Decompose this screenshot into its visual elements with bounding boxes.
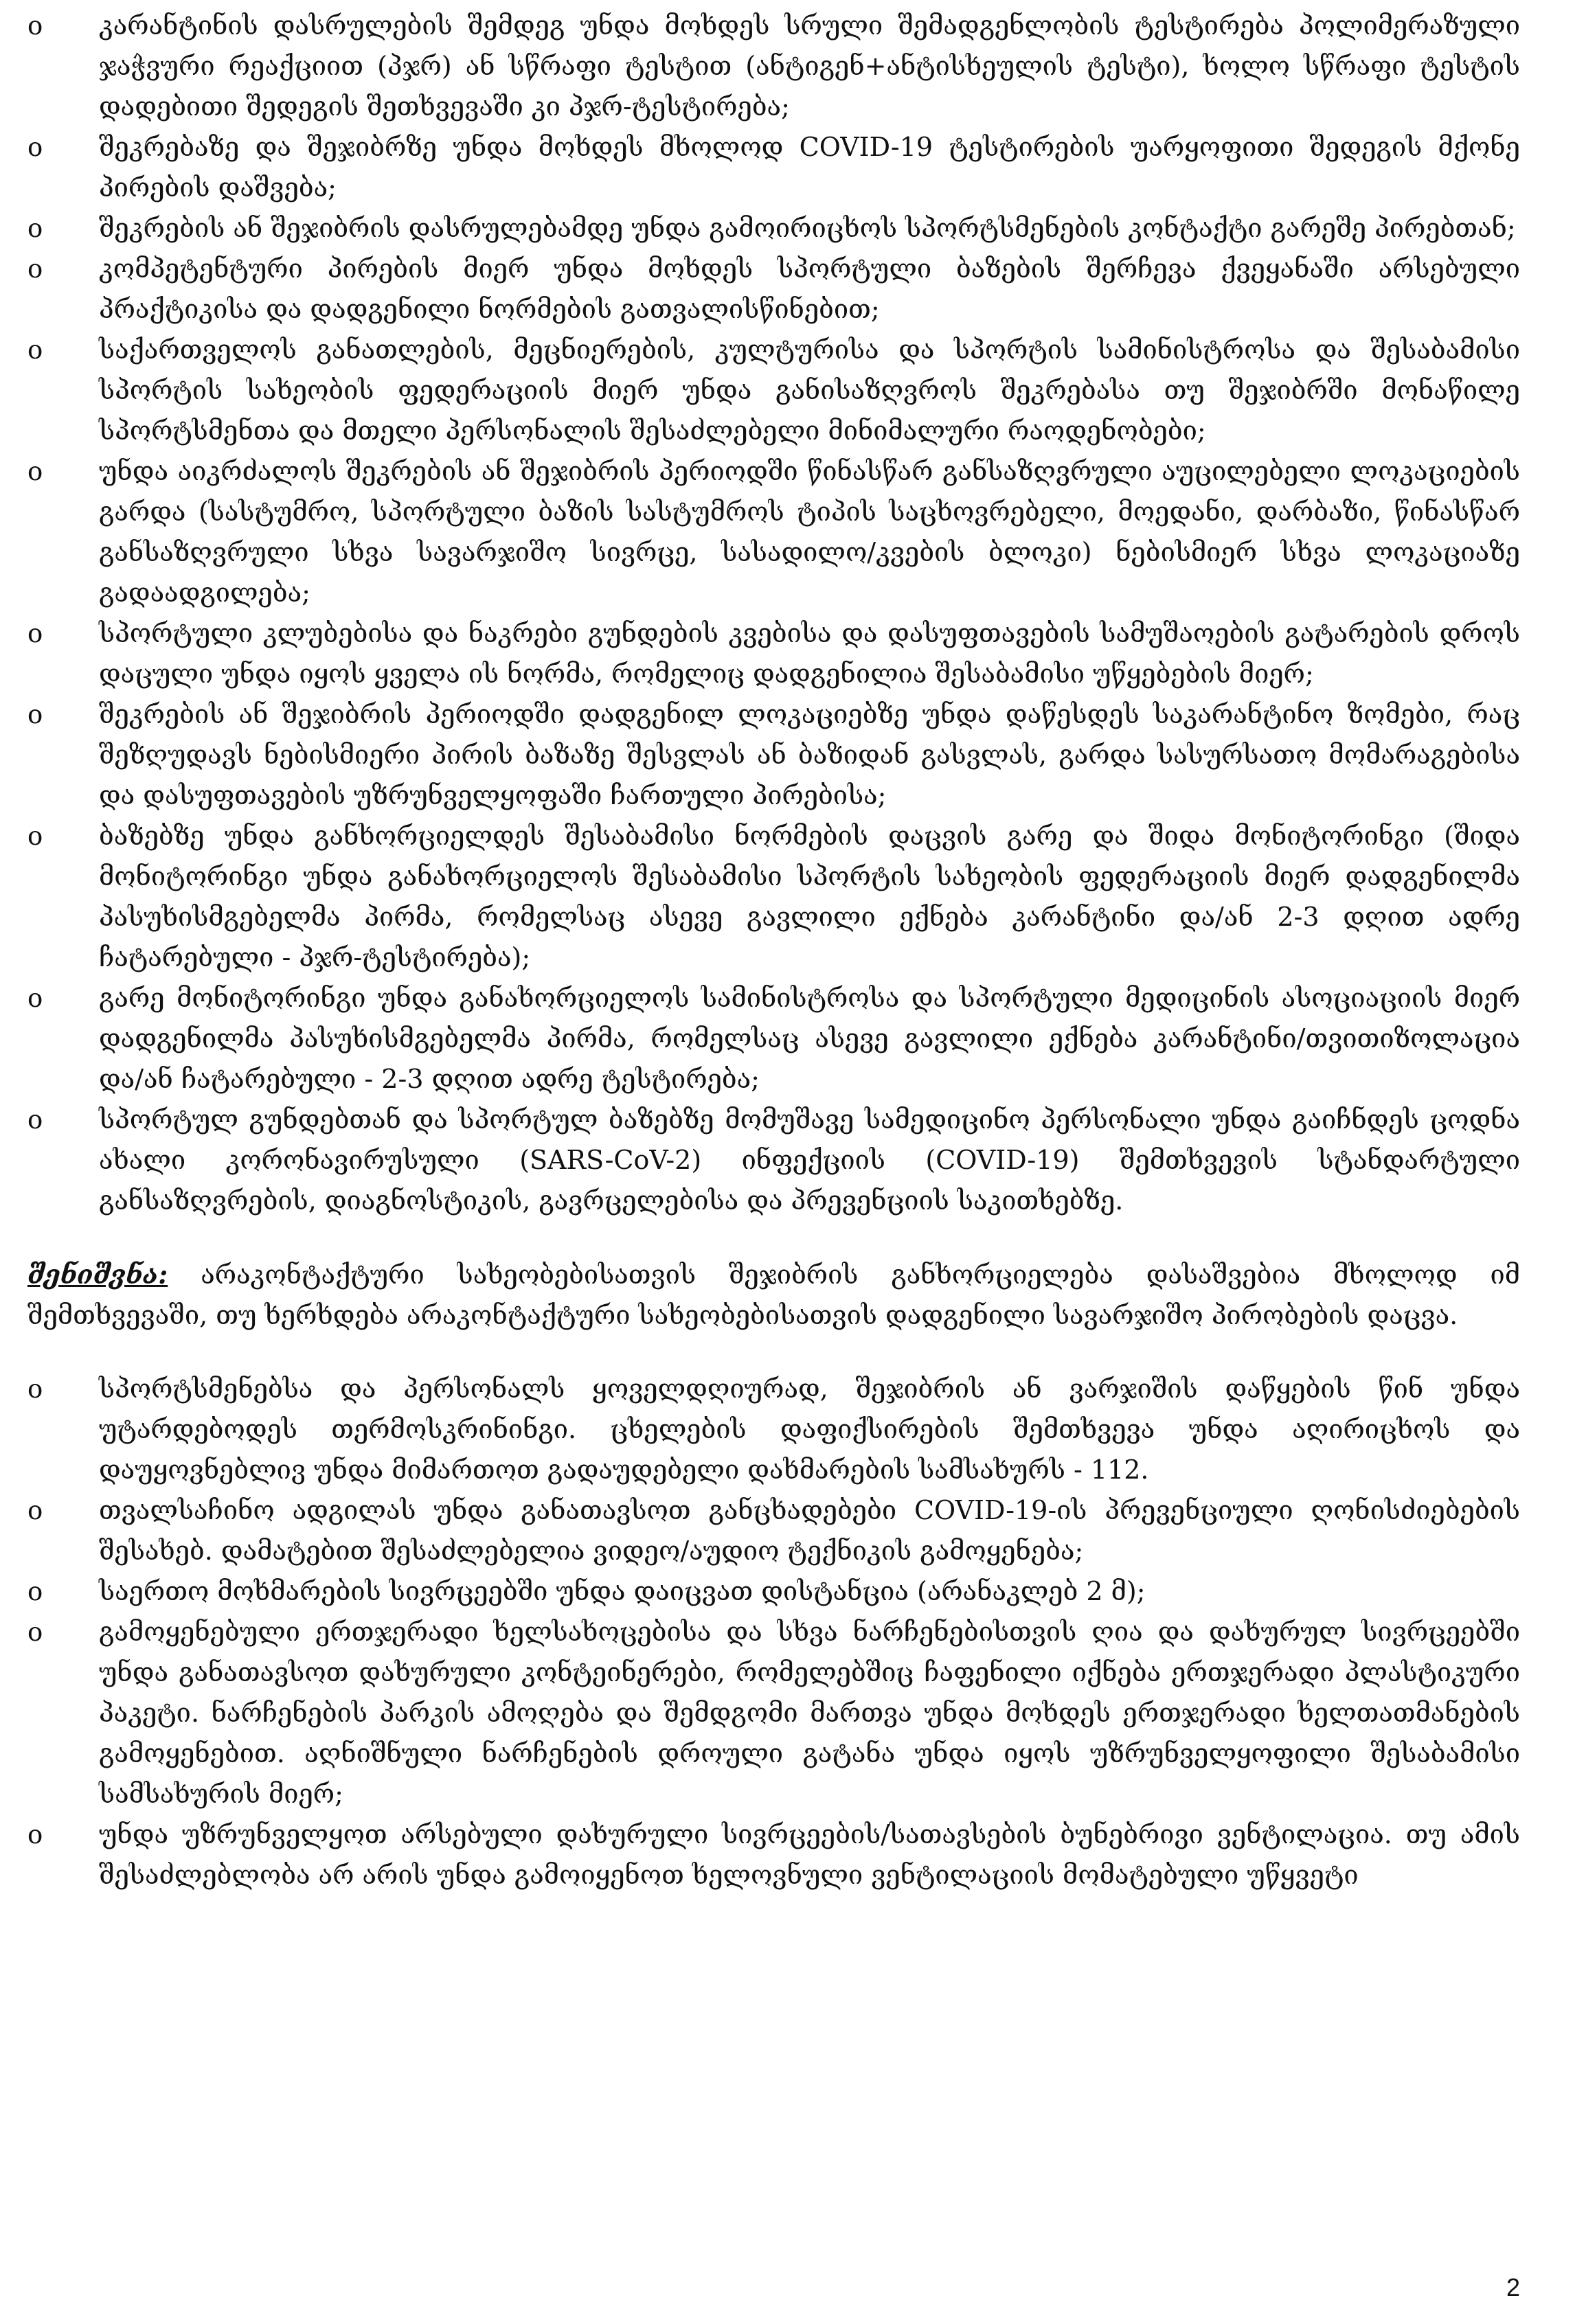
list-item-text: ბაზებზე უნდა განხორციელდეს შესაბამისი ნორმების დაცვის გარე და შიდა მონიტორინგი (შიდა მონიტორინგი უნდა განახორციელოს შესაბამისი სპორტის სახეობის ფედერაციის მიერ დადგენილმა პასუხისმგებელმა პირმა, რომელსაც ასევე გავლილი ექნება კარანტინი და/ან 2-3 დღით ადრე ჩატარებული - პჯრ-ტესტირება);	[99, 821, 1520, 972]
list-item	[27, 208, 1520, 249]
bullet-icon: o	[27, 1374, 43, 1404]
bullet-icon: o	[27, 457, 43, 486]
list-item	[27, 1612, 1520, 1814]
bullet-icon: o	[27, 983, 43, 1013]
list-item-text: შეკრების ან შეჯიბრის პერიოდში დადგენილ ლოკაციებზე უნდა დაწესდეს საკარანტინო ზომები, რაც შეზღუდავს ნებისმიერი პირის ბაზაზე შესვლას ან ბაზიდან გასვლას, გარდა სასურსათო მომარაგებისა და დასუფთავების უზრუნველყოფაში ჩართული პირებისა;	[99, 699, 1520, 810]
bullet-icon: o	[27, 254, 43, 284]
bullet-icon: o	[27, 335, 43, 365]
bullet-icon: o	[27, 11, 43, 41]
list-item	[27, 694, 1520, 816]
bullet-icon: o	[27, 214, 43, 243]
bullet-icon: o	[27, 1496, 43, 1525]
bullet-icon: o	[27, 1820, 43, 1849]
list-item-text: უნდა აიკრძალოს შეკრების ან შეჯიბრის პერიოდში წინასწარ განსაზღვრული აუცილებელი ლოკაციების გარდა (სასტუმრო, სპორტული ბაზის სასტუმროს ტიპის საცხოვრებელი, მოედანი, დარბაზი, წინასწარ განსაზღვრული სხვა სავარჯიშო სივრცე, სასადილო/კვების ბლოკი) ნებისმიერ სხვა ლოკაციაზე გადაადგილება;	[99, 456, 1520, 608]
list-item	[27, 978, 1520, 1100]
list-item-text: საქართველოს განათლების, მეცნიერების, კულტურისა და სპორტის სამინისტროსა და შესაბამისი სპორტის სახეობის ფედერაციის მიერ უნდა განისაზღვროს შეკრებასა თუ შეჯიბრში მონაწილე სპორტსმენთა და მთელი პერსონალის შესაძლებელი მინიმალური რაოდენობები;	[99, 334, 1520, 446]
list-item	[27, 249, 1520, 330]
list-item-text: შეკრების ან შეჯიბრის დასრულებამდე უნდა გამოირიცხოს სპორტსმენების კონტაქტი გარეშე პირებთან;	[99, 213, 1516, 243]
bullet-icon: o	[27, 1617, 43, 1647]
list-item-text: გამოყენებული ერთჯერადი ხელსახოცებისა და სხვა ნარჩენებისთვის ღია და დახურულ სივრცეებში უნდა განათავსოთ დახურული კონტეინერები, რომელებშიც ჩაფენილი იქნება ერთჯერადი პლასტიკური პაკეტი. ნარჩენების პარკის ამოღება და შემდგომი მართვა უნდა მოხდეს ერთჯერადი ხელთათმანების გამოყენებით. აღნიშნული ნარჩენების დროული გატანა უნდა იყოს უზრუნველყოფილი შესაბამისი სამსახურის მიერ;	[99, 1617, 1520, 1809]
list-item	[27, 1100, 1520, 1221]
list-item-text: საერთო მოხმარების სივრცეებში უნდა დაიცვათ დისტანცია (არანაკლებ 2 მ);	[99, 1576, 1146, 1606]
list-item-text: თვალსაჩინო ადგილას უნდა განათავსოთ განცხადებები COVID-19-ის პრევენციული ღონისძიებების შესახებ. დამატებით შესაძლებელია ვიდეო/აუდიო ტექნიკის გამოყენება;	[99, 1495, 1520, 1566]
list-item	[27, 613, 1520, 694]
note-paragraph	[27, 1254, 1520, 1336]
list-item	[27, 1369, 1520, 1490]
list-item	[27, 816, 1520, 978]
bullet-icon: o	[27, 700, 43, 729]
bullet-icon: o	[27, 619, 43, 648]
list-item-text: სპორტსმენებსა და პერსონალს ყოველდღიურად, შეჯიბრის ან ვარჯიშის დაწყების წინ უნდა უტარდებოდეს თერმოსკრინინგი. ცხელების დაფიქსირების შემთხვევა უნდა აღირიცხოს და დაუყოვნებლივ უნდა მიმართოთ გადაუდებელი დახმარების სამსახურს - 112.	[99, 1374, 1520, 1485]
bullet-icon: o	[27, 1105, 43, 1135]
list-item	[27, 451, 1520, 613]
list-item	[27, 1814, 1520, 1895]
list-item	[27, 127, 1520, 208]
list-item-text: სპორტული კლუბებისა და ნაკრები გუნდების კვებისა და დასუფთავების სამუშაოების გატარების დროს დაცული უნდა იყოს ყველა ის ნორმა, რომელიც დადგენილია შესაბამისი უწყებების მიერ;	[99, 618, 1520, 689]
bullet-list-bottom	[27, 1369, 1520, 1895]
note-text: არაკონტაქტური სახეობებისათვის შეჯიბრის განხორციელება დასაშვებია მხოლოდ იმ შემთხვევაში, თუ ხერხდება არაკონტაქტური სახეობებისათვის დადგენილი სავარჯიშო პირობების დაცვა.	[27, 1260, 1520, 1330]
list-item	[27, 1490, 1520, 1571]
page-number: 2	[1506, 2273, 1520, 2301]
list-item-text: სპორტულ გუნდებთან და სპორტულ ბაზებზე მომუშავე სამედიცინო პერსონალი უნდა გაიჩნდეს ცოდნა ახალი კორონავირუსული (SARS-CoV-2) ინფექციის (COVID-19) შემთხვევის სტანდარტული განსაზღვრების, დიაგნოსტიკის, გავრცელებისა და პრევენციის საკითხებზე.	[99, 1104, 1520, 1216]
list-item	[27, 1571, 1520, 1612]
list-item-text: კარანტინის დასრულების შემდეგ უნდა მოხდეს სრული შემადგენლობის ტესტირება პოლიმერაზული ჯაჭვური რეაქციით (პჯრ) ან სწრაფი ტესტით (ანტიგენ+ანტისხეულის ტესტი), ხოლო სწრაფი ტესტის დადებითი შედეგის შეთხვევაში კი პჯრ-ტესტირება;	[99, 10, 1520, 122]
bullet-list-top	[27, 5, 1520, 1221]
list-item	[27, 5, 1520, 127]
list-item-text: კომპეტენტური პირების მიერ უნდა მოხდეს სპორტული ბაზების შერჩევა ქვეყანაში არსებული პრაქტიკისა და დადგენილი ნორმების გათვალისწინებით;	[99, 253, 1520, 324]
note-label: შენიშვნა:	[27, 1259, 168, 1290]
bullet-icon: o	[27, 133, 43, 162]
list-item-text: უნდა უზრუნველყოთ არსებული დახურული სივრცეების/სათავსების ბუნებრივი ვენტილაცია. თუ ამის შესაძლებლობა არ არის უნდა გამოიყენოთ ხელოვნული ვენტილაციის მომატებული უწყვეტი	[99, 1819, 1520, 1890]
bullet-icon: o	[27, 1577, 43, 1606]
list-item-text: გარე მონიტორინგი უნდა განახორციელოს სამინისტროსა და სპორტული მედიცინის ასოციაციის მიერ დადგენილმა პასუხისმგებელმა პირმა, რომელსაც ასევე გავლილი ექნება კარანტინი/თვითიზოლაცია და/ან ჩატარებული - 2-3 დღით ადრე ტესტირება;	[99, 983, 1520, 1094]
bullet-icon: o	[27, 821, 43, 851]
list-item	[27, 330, 1520, 451]
list-item-text: შეკრებაზე და შეჯიბრზე უნდა მოხდეს მხოლოდ COVID-19 ტესტირების უარყოფითი შედეგის მქონე პირების დაშვება;	[99, 132, 1520, 203]
